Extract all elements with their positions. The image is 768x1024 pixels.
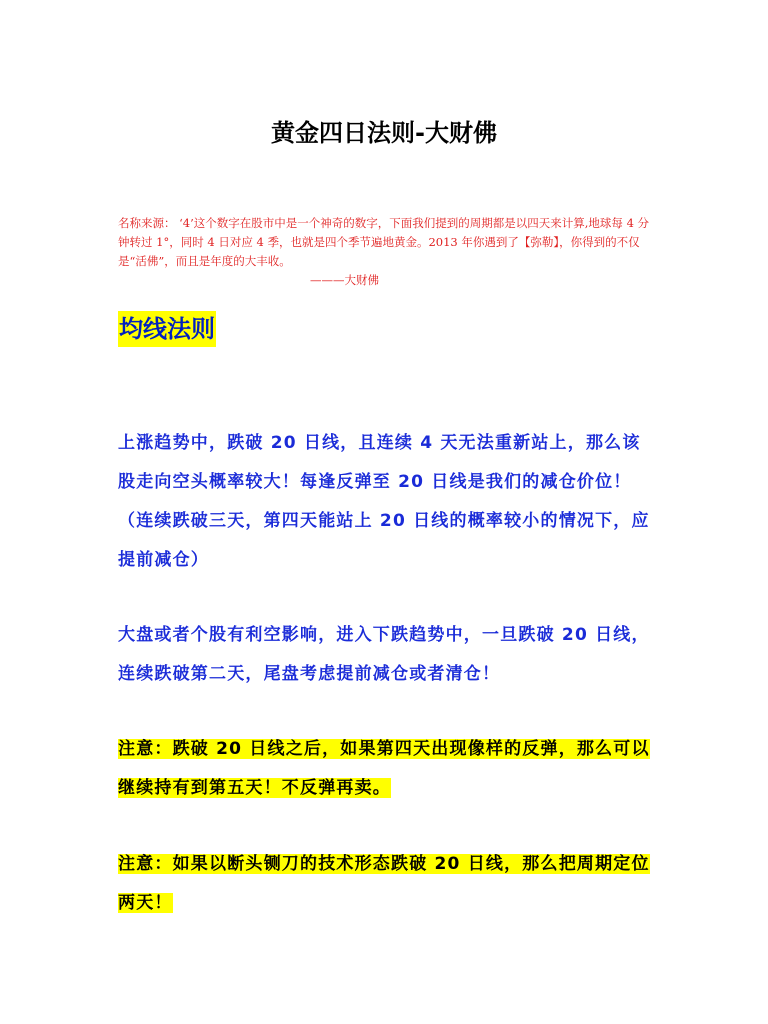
note-paragraph-1 (118, 730, 658, 808)
intro-signature: ———大财佛 (310, 273, 379, 287)
intro-paragraph: 名称来源： ‘4’这个数字在股市中是一个神奇的数字，下面我们提到的周期都是以四天来计算,地球每 4 分钟转过 1°，同时 4 日对应 4 季，也就是四个季节遍地黄金。2013 年你遇到了【弥勒】，你得到的不仅是“活佛”，而且是年度的大丰收。 (118, 216, 650, 268)
document-title: 黄金四日法则-大财佛 (271, 119, 497, 147)
rule-paragraph-1: 上涨趋势中，跌破 20 日线，且连续 4 天无法重新站上，那么该股走向空头概率较大！每逢反弹至 20 日线是我们的减仓价位！（连续跌破三天，第四天能站上 20 日线的概率较小的情况下，应提前减仓） (118, 433, 650, 570)
rule-paragraph-2: 大盘或者个股有利空影响，进入下跌趋势中，一旦跌破 20 日线，连续跌破第二天，尾盘考虑提前减仓或者清仓！ (118, 625, 650, 684)
section-heading: 均线法则 (118, 311, 216, 347)
note-1-text: 注意：跌破 20 日线之后，如果第四天出现像样的反弹，那么可以继续持有到第五天！不反弹再卖。 (118, 739, 650, 798)
note-paragraph-2 (118, 845, 658, 923)
note-2-text: 注意：如果以断头铡刀的技术形态跌破 20 日线，那么把周期定位两天！ (118, 854, 650, 913)
